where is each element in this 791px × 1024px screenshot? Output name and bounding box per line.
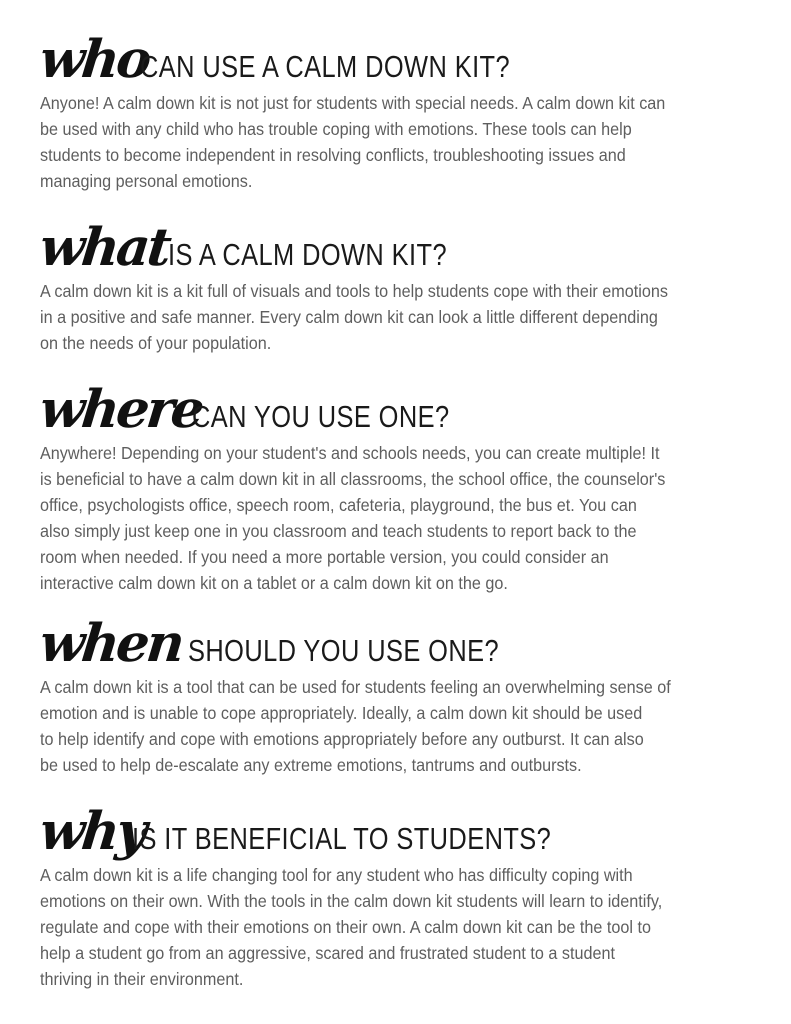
- body-line: in a positive and safe manner. Every calm down kit can look a little different depending: [40, 307, 658, 327]
- body-line: help a student go from an aggressive, scared and frustrated student to a student: [40, 943, 615, 963]
- section-heading: [36, 217, 770, 278]
- body-line: Anyone! A calm down kit is not just for students with special needs. A calm down kit can: [40, 93, 666, 113]
- body-line: Anywhere! Depending on your student's and schools needs, you can create multiple! It: [40, 443, 660, 463]
- body-line: emotion and is unable to cope appropriately. Ideally, a calm down kit should be used: [40, 703, 643, 723]
- body-line: A calm down kit is a life changing tool for any student who has difficulty coping with: [40, 865, 633, 885]
- script-word: where: [36, 379, 205, 440]
- script-word: when: [36, 613, 185, 674]
- body-line: regulate and cope with their emotions on their own. A calm down kit can be the tool to: [40, 917, 651, 937]
- body-line: to help identify and cope with emotions appropriately before any outburst. It can also: [40, 729, 644, 749]
- script-word: what: [36, 217, 172, 278]
- body-line: managing personal emotions.: [40, 171, 253, 191]
- heading-text: SHOULD YOU USE ONE?: [188, 633, 500, 668]
- body-line: be used with any child who has trouble coping with emotions. These tools can help: [40, 119, 632, 139]
- body-line: on the needs of your population.: [40, 333, 272, 353]
- heading-text: IS IT BENEFICIAL TO STUDENTS?: [132, 821, 552, 856]
- heading-text: IS A CALM DOWN KIT?: [168, 237, 448, 272]
- script-word: who: [36, 29, 152, 90]
- section-heading: [36, 379, 770, 440]
- body-line: thriving in their environment.: [40, 969, 244, 989]
- section-who: [36, 29, 770, 194]
- section-heading: [36, 613, 770, 674]
- section-body: [40, 440, 776, 596]
- section-body: [40, 278, 776, 356]
- section-when: [36, 613, 770, 778]
- section-where: [36, 379, 770, 596]
- section-heading: [36, 29, 770, 90]
- body-line: room when needed. If you need a more portable version, you could consider an: [40, 547, 609, 567]
- heading-text: CAN USE A CALM DOWN KIT?: [140, 49, 511, 84]
- script-word: why: [36, 801, 148, 862]
- section-body: [40, 674, 776, 778]
- body-line: be used to help de-escalate any extreme emotions, tantrums and outbursts.: [40, 755, 582, 775]
- body-line: A calm down kit is a kit full of visuals and tools to help students cope with their emotions: [40, 281, 668, 301]
- body-line: A calm down kit is a tool that can be used for students feeling an overwhelming sense of: [40, 677, 671, 697]
- section-heading: [36, 801, 770, 862]
- section-body: [40, 90, 776, 194]
- section-what: [36, 217, 770, 356]
- heading-text: CAN YOU USE ONE?: [192, 399, 450, 434]
- body-line: is beneficial to have a calm down kit in all classrooms, the school office, the counselor's: [40, 469, 666, 489]
- body-line: students to become independent in resolving conflicts, troubleshooting issues and: [40, 145, 626, 165]
- body-line: emotions on their own. With the tools in the calm down kit students will learn to identify,: [40, 891, 663, 911]
- body-line: also simply just keep one in you classroom and teach students to report back to the: [40, 521, 637, 541]
- body-line: office, psychologists office, speech room, cafeteria, playground, the bus et. You can: [40, 495, 637, 515]
- body-line: interactive calm down kit on a tablet or a calm down kit on the go.: [40, 573, 508, 593]
- section-body: [40, 862, 776, 992]
- section-why: [36, 801, 770, 992]
